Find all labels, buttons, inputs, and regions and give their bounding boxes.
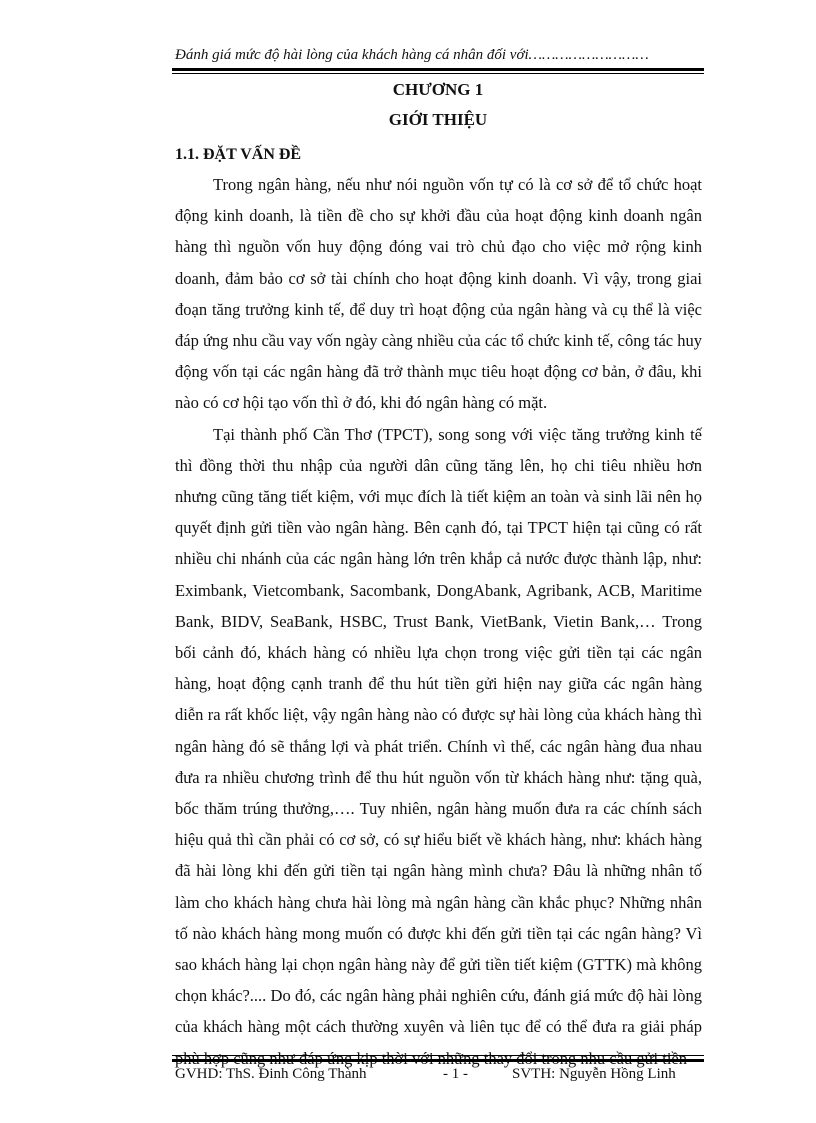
header-rule — [172, 68, 704, 71]
footer-rule-thin — [172, 1055, 704, 1056]
page-number: - 1 - — [443, 1066, 468, 1082]
header-rule-thin — [172, 73, 704, 74]
chapter-title: GIỚI THIỆU — [388, 110, 488, 129]
footer-student: SVTH: Nguyễn Hồng Linh — [512, 1066, 676, 1082]
running-header: Đánh giá mức độ hài lòng của khách hàng cá nhân đối với……………………… — [175, 47, 649, 63]
section-heading: 1.1. ĐẶT VẤN ĐỀ — [175, 146, 302, 163]
chapter-number: CHƯƠNG 1 — [392, 80, 484, 99]
paragraph: Trong ngân hàng, nếu như nói nguồn vốn tự có là cơ sở để tổ chức hoạt động kinh doanh, là tiền đề cho sự khởi đầu của hoạt động kinh doanh ngân hàng thì nguồn vốn huy động đóng vai trò chủ đạo cho việc mở rộng kinh doanh, đảm bảo cơ sở tài chính cho hoạt động kinh doanh. Vì vậy, trong giai đoạn tăng trưởng kinh tế, để duy trì hoạt động của ngân hàng và cụ thể là việc đáp ứng nhu cầu vay vốn ngày càng nhiều của các tổ chức kinh tế, công tác huy động vốn tại các ngân hàng đã trở thành mục tiêu hoạt động cơ bản, ở đâu, khi nào có cơ hội tạo vốn thì ở đó, khi đó ngân hàng có mặt. — [175, 175, 702, 413]
footer-advisor: GVHD: ThS. Đinh Công Thành — [175, 1066, 367, 1082]
body-text — [175, 169, 702, 1074]
paragraph: Tại thành phố Cần Thơ (TPCT), song song với việc tăng trưởng kinh tế thì đồng thời thu nhập của người dân cũng tăng lên, họ chi tiêu nhiều hơn nhưng cũng tăng tiết kiệm, với mục đích là tiết kiệm an toàn và sinh lãi nên họ quyết định gửi tiền vào ngân hàng. Bên cạnh đó, tại TPCT hiện tại cũng có rất nhiều chi nhánh của các ngân hàng lớn trên khắp cả nước được thành lập, như: Eximbank, Vietcombank, Sacombank, DongAbank, Agribank, ACB, Maritime Bank, BIDV, SeaBank, HSBC, Trust Bank, VietBank, Vietin Bank,… Trong bối cảnh đó, khách hàng có nhiều lựa chọn trong việc gửi tiền tại các ngân hàng, hoạt động cạnh tranh để thu hút tiền gửi hiện nay giữa các ngân hàng diễn ra rất khốc liệt, vậy ngân hàng nào có được sự hài lòng của khách hàng thì ngân hàng đó sẽ thắng lợi và phát triển. Chính vì thế, các ngân hàng đua nhau đưa ra nhiều chương trình để thu hút nguồn vốn từ khách hàng như: tặng quà, bốc thăm trúng thưởng,…. Tuy nhiên, ngân hàng muốn đưa ra các chính sách hiệu quả thì cần phải có cơ sở, có sự hiểu biết về khách hàng, như: khách hàng đã hài lòng khi đến gửi tiền tại ngân hàng mình chưa? Đâu là những nhân tố làm cho khách hàng chưa hài lòng mà ngân hàng cần khắc phục? Những nhân tố nào khách hàng mong muốn có được khi đến gửi tiền tại các ngân hàng? Vì sao khách hàng lại chọn ngân hàng này để gửi tiền tiết kiệm (GTTK) mà không chọn khác?.... Do đó, các ngân hàng phải nghiên cứu, đánh giá mức độ hài lòng của khách hàng một cách thường xuyên và liên tục để có thể đưa ra giải pháp phù hợp cũng như đáp ứng kịp thời với những thay đổi trong nhu cầu gửi tiền — [175, 424, 702, 1068]
footer-rule — [172, 1059, 704, 1062]
